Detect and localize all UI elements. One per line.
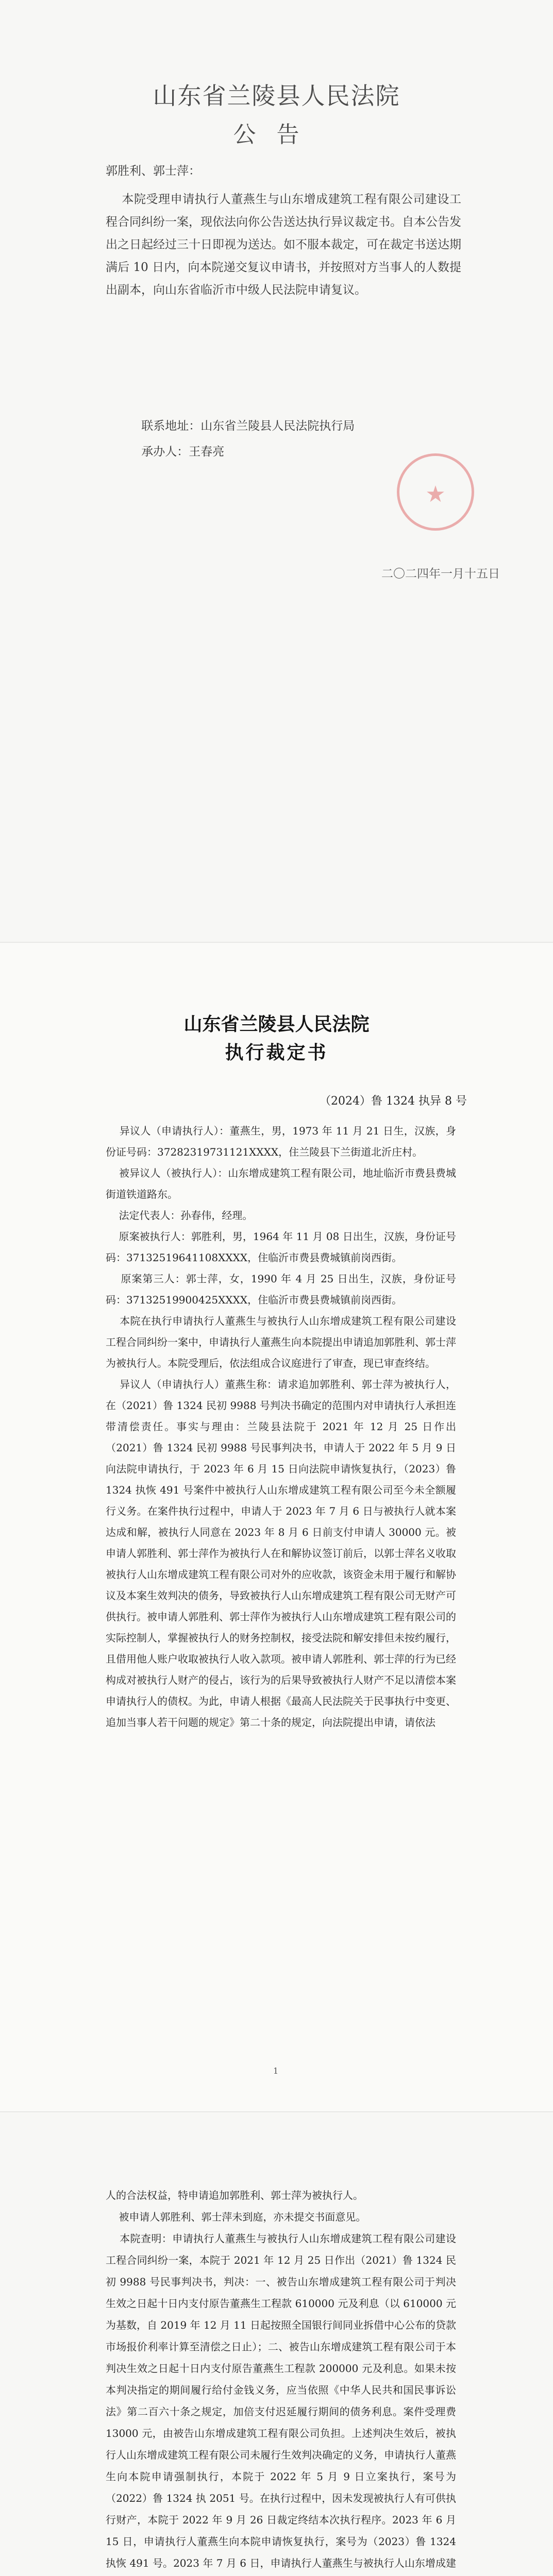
addressee-line: 郭胜利、郭士萍： (106, 164, 200, 178)
contact-address-line: 联系地址：山东省兰陵县人民法院执行局 (126, 419, 355, 433)
ruling-page-2 (0, 2112, 553, 2576)
court-name-title: 山东省兰陵县人民法院 (153, 82, 400, 110)
announcement-page (0, 0, 553, 943)
announcement-body: 本院受理申请执行人董燕生与山东增成建筑工程有限公司建设工程合同纠纷一案，现依法向你公告送达执行异议裁定书。自本公告发出之日起经过三十日即视为送达。如不服本裁定，可在裁定书送达期满后 10 日内，向本院递交复议申请书，并按照对方当事人的人数提出副本，向山东省临沂市中级人民法院申请复议。 (106, 193, 461, 297)
ruling-doc-heading: 执行裁定书 (225, 1042, 328, 1063)
court-seal-stamp (397, 453, 474, 531)
page-number: 1 (273, 2066, 279, 2076)
ruling-text-part2: 人的合法权益，特申请追加郭胜利、郭士萍为被执行人。 被申请人郭胜利、郭士萍未到庭，亦未提交书面意见。 本院查明：申请执行人董燕生与被执行人山东增成建筑工程有限公司建设工程合同纠纷一案，本院于 2021 年 12 月 25 日作出（2021）鲁 1324 民初 9988 号民事判决书，判决：一、被告山东增成建筑工程有限公司于判决生效之日起十日内支付原告董燕生工程款 610000 元及利息（以 610000 元为基数，自 2019 年 12 月 11 日起按照全国银行间同业拆借中心公布的贷款市场报价利率计算至清偿之日止）；二、被告山东增成建筑工程有限公司于本判决生效之日起十日内支付原告董燕生工程款 200000 元及利息。如果未按本判决指定的期间履行给付金钱义务，应当依照《中华人民共和国民事诉讼法》第二百六十条之规定，加倍支付迟延履行期间的债务利息。案件受理费 13000 元，由被告山东增成建筑工程有限公司负担。上述判决生效后，被执行人山东增成建筑工程有限公司未履行生效判决确定的义务，申请执行人董燕生向本院申请强制执行，本院于 2022 年 5 月 9 日立案执行，案号为（2022）鲁 1324 执 2051 号。在执行过程中，因未发现被执行人有可供执行财产，本院于 2022 年 9 月 26 日裁定终结本次执行程序。2023 年 6 月 15 日，申请执行人董燕生向本院申请恢复执行，案号为（2023）鲁 1324 执恢 491 号。2023 年 7 月 6 日，申请执行人董燕生与被执行人山东增成建 (106, 2189, 457, 2569)
case-number: （2024）鲁 1324 执异 8 号 (320, 1095, 467, 1108)
announcement-date: 二〇二四年一月十五日 (381, 567, 500, 581)
seal-star-icon: ★ (425, 481, 446, 507)
ruling-page-1 (0, 943, 553, 2112)
officer-line: 承办人：王春亮 (126, 445, 225, 459)
ruling-court-heading: 山东省兰陵县人民法院 (183, 1013, 370, 1035)
announcement-heading: 公告 (233, 122, 320, 148)
ruling-text-part1: 异议人（申请执行人）：董燕生，男，1973 年 11 月 21 日生，汉族，身份证号码：37282319731121XXXX，住兰陵县下兰街道北沂庄村。 被异议人（被执行人）：山东增成建筑工程有限公司，地址临沂市费县费城街道铁道路东。 法定代表人：孙春伟，经理。 原案被执行人：郭胜利，男，1964 年 11 月 08 日出生，汉族，身份证号码：37132519641108XXXX，住临沂市费县费城镇前岗西街。 原案第三人：郭士萍，女，1990 年 4 月 25 日出生，汉族，身份证号码：37132519900425XXXX，住临沂市费县费城镇前岗西街。 本院在执行申请执行人董燕生与被执行人山东增成建筑工程有限公司建设工程合同纠纷一案中，申请执行人董燕生向本院提出申请追加郭胜利、郭士萍为被执行人。本院受理后，依法组成合议庭进行了审查，现已审查终结。 异议人（申请执行人）董燕生称：请求追加郭胜利、郭士萍为被执行人，在（2021）鲁 1324 民初 9988 号判决书确定的范围内对申请执行人承担连带清偿责任。事实与理由：兰陵县法院于 2021 年 12 月 25 日作出（2021）鲁 1324 民初 9988 号民事判决书，申请人于 2022 年 5 月 9 日向法院申请执行，于 2023 年 6 月 15 日向法院申请恢复执行，（2023）鲁 1324 执恢 491 号案件中被执行人山东增成建筑工程有限公司至今未全额履行义务。在案件执行过程中，申请人于 2023 年 7 月 6 日与被执行人就本案达成和解，被执行人同意在 2023 年 8 月 6 日前支付申请人 30000 元。被申请人郭胜利、郭士萍作为被执行人在和解协议签订前后，以郭士萍名义收取被执行人山东增成建筑工程有限公司对外的应收款，该资金未用于履行和解协议及本案生效判决的债务，导致被执行人山东增成建筑工程有限公司无财产可供执行。被申请人郭胜利、郭士萍作为被执行人山东增成建筑工程有限公司的实际控制人，掌握被执行人的财务控制权，接受法院和解安排但未按约履行，且借用他人账户收取被执行人收入款项。被申请人郭胜利、郭士萍的行为已经构成对被执行人财产的侵占，该行为的后果导致被执行人财产不足以清偿本案申请执行人的债权。为此，申请人根据《最高人民法院关于民事执行中变更、追加当事人若干问题的规定》第二十条的规定，向法院提出申请，请依法 (106, 1125, 457, 1728)
